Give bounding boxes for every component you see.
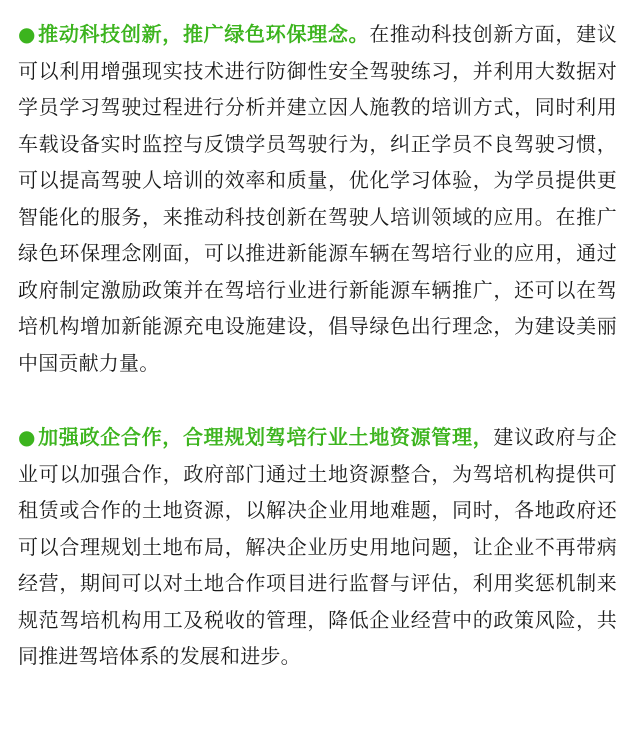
section-body: 在推动科技创新方面，建议可以利用增强现实技术进行防御性安全驾驶练习，并利用大数据对学员学习驾驶过程进行分析并建立因人施教的培训方式，同时利用车载设备实时监控与反馈学员驾驶行为，纠正学员不良驾驶习惯，可以提高驾驶人培训的效率和质量，优化学习体验，为学员提供更智能化的服务，来推动科技创新在驾驶人培训领域的应用。在推广绿色环保理念刚面，可以推进新能源车辆在驾培行业的应用，通过政府制定激励政策并在驾培行业进行新能源车辆推广，还可以在驾培机构增加新能源充电设施建设，倡导绿色出行理念，为建设美丽中国贡献力量。 bbox=[18, 22, 618, 375]
bullet-icon: ● bbox=[18, 22, 37, 46]
bullet-icon: ● bbox=[18, 425, 37, 449]
section-heading: 加强政企合作，合理规划驾培行业土地资源管理， bbox=[38, 425, 494, 449]
section-heading: 推动科技创新，推广绿色环保理念。 bbox=[38, 22, 370, 46]
section-body: 建议政府与企业可以加强合作，政府部门通过土地资源整合，为驾培机构提供可租赁或合作的土地资源，以解决企业用地难题，同时，各地政府还可以合理规划土地布局，解决企业历史用地问题，让企业不再带病经营，期间可以对土地合作项目进行监督与评估，利用奖惩机制来规范驾培机构用工及税收的管理，降低企业经营中的政策风险，共同推进驾培体系的发展和进步。 bbox=[18, 425, 618, 668]
section-tech-innovation bbox=[18, 16, 617, 381]
section-gov-enterprise bbox=[18, 419, 617, 675]
